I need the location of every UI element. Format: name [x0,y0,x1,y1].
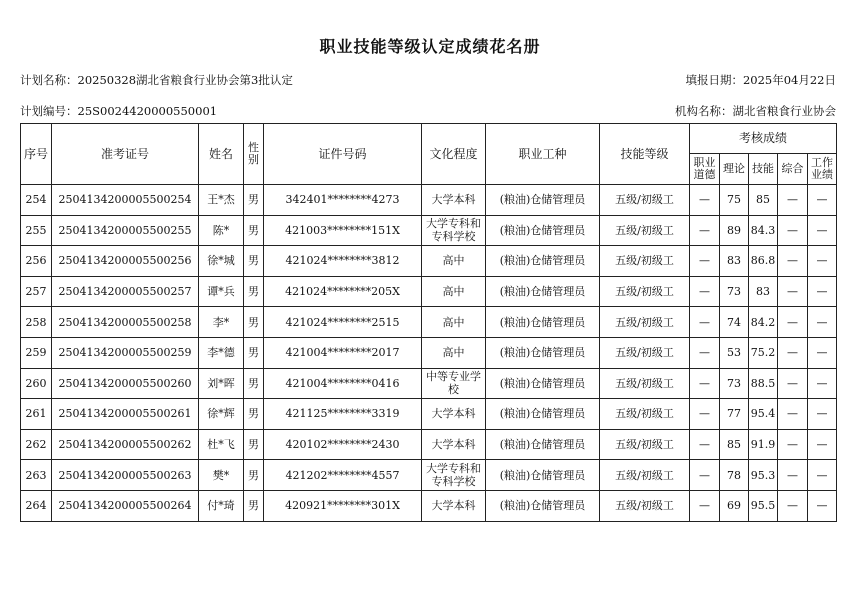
cell-name: 李*德 [199,337,244,368]
cell-job: (粮油)仓储管理员 [486,490,600,521]
header-exam-no: 准考证号 [52,124,199,185]
cell-name: 徐*城 [199,246,244,277]
cell-work: — [808,185,837,216]
header-skill: 技能 [749,154,778,185]
cell-comprehensive: — [778,185,808,216]
cell-gender: 男 [244,460,264,491]
cell-seq: 255 [21,215,52,246]
cell-seq: 258 [21,307,52,338]
cell-id-no: 420921********301X [264,490,422,521]
cell-job: (粮油)仓储管理员 [486,337,600,368]
header-name: 姓名 [199,124,244,185]
cell-work: — [808,368,837,399]
header-education: 文化程度 [422,124,486,185]
cell-level: 五级/初级工 [600,337,690,368]
plan-name-label: 计划名称： [20,73,78,87]
cell-skill: 95.5 [749,490,778,521]
cell-work: — [808,337,837,368]
cell-ethics: — [690,215,720,246]
cell-exam-no: 2504134200005500258 [52,307,199,338]
cell-name: 杜*飞 [199,429,244,460]
cell-theory: 73 [720,276,749,307]
cell-theory: 53 [720,337,749,368]
plan-name [20,72,293,88]
cell-seq: 254 [21,185,52,216]
cell-gender: 男 [244,276,264,307]
cell-level: 五级/初级工 [600,490,690,521]
cell-job: (粮油)仓储管理员 [486,399,600,430]
cell-theory: 73 [720,368,749,399]
cell-theory: 89 [720,215,749,246]
cell-theory: 77 [720,399,749,430]
cell-education: 大学本科 [422,429,486,460]
table-row [21,276,837,307]
cell-work: — [808,460,837,491]
header-work: 工作业绩 [808,154,837,185]
cell-education: 高中 [422,246,486,277]
cell-exam-no: 2504134200005500259 [52,337,199,368]
organization-value: 湖北省粮食行业协会 [732,104,836,118]
roster-table [20,123,837,522]
cell-id-no: 420102********2430 [264,429,422,460]
cell-ethics: — [690,307,720,338]
cell-gender: 男 [244,215,264,246]
cell-comprehensive: — [778,460,808,491]
plan-number [20,103,217,119]
cell-skill: 86.8 [749,246,778,277]
fill-date-value: 2025年04月22日 [742,73,836,87]
cell-seq: 257 [21,276,52,307]
cell-gender: 男 [244,368,264,399]
header-scores: 考核成绩 [690,124,837,154]
cell-name: 徐*辉 [199,399,244,430]
cell-name: 刘*晖 [199,368,244,399]
cell-work: — [808,429,837,460]
cell-skill: 84.2 [749,307,778,338]
cell-seq: 261 [21,399,52,430]
header-gender: 性别 [244,124,264,185]
cell-comprehensive: — [778,246,808,277]
cell-exam-no: 2504134200005500256 [52,246,199,277]
cell-ethics: — [690,429,720,460]
table-row [21,246,837,277]
cell-seq: 259 [21,337,52,368]
cell-name: 樊* [199,460,244,491]
header-ethics: 职业道德 [690,154,720,185]
cell-work: — [808,399,837,430]
cell-id-no: 421125********3319 [264,399,422,430]
fill-date-label: 填报日期： [685,73,743,87]
cell-comprehensive: — [778,368,808,399]
cell-id-no: 421004********0416 [264,368,422,399]
cell-skill: 75.2 [749,337,778,368]
header-theory: 理论 [720,154,749,185]
cell-id-no: 421003********151X [264,215,422,246]
cell-gender: 男 [244,246,264,277]
cell-ethics: — [690,337,720,368]
table-row [21,337,837,368]
cell-comprehensive: — [778,490,808,521]
cell-education: 大学专科和专科学校 [422,460,486,491]
cell-gender: 男 [244,307,264,338]
cell-ethics: — [690,185,720,216]
cell-exam-no: 2504134200005500254 [52,185,199,216]
plan-number-label: 计划编号： [20,104,78,118]
header-id-no: 证件号码 [264,124,422,185]
cell-education: 高中 [422,337,486,368]
cell-work: — [808,246,837,277]
cell-exam-no: 2504134200005500260 [52,368,199,399]
cell-education: 大学本科 [422,490,486,521]
table-row [21,185,837,216]
cell-seq: 260 [21,368,52,399]
fill-date [685,72,836,88]
table-row [21,490,837,521]
cell-skill: 95.4 [749,399,778,430]
cell-ethics: — [690,246,720,277]
cell-name: 谭*兵 [199,276,244,307]
cell-level: 五级/初级工 [600,399,690,430]
cell-work: — [808,490,837,521]
cell-education: 高中 [422,307,486,338]
plan-name-value: 20250328湖北省粮食行业协会第3批认定 [77,73,293,87]
cell-education: 大学本科 [422,399,486,430]
cell-work: — [808,215,837,246]
cell-exam-no: 2504134200005500264 [52,490,199,521]
header-row [21,124,837,154]
table-row [21,307,837,338]
cell-gender: 男 [244,490,264,521]
cell-job: (粮油)仓储管理员 [486,429,600,460]
cell-job: (粮油)仓储管理员 [486,215,600,246]
table-row [21,368,837,399]
cell-skill: 91.9 [749,429,778,460]
cell-education: 高中 [422,276,486,307]
header-seq: 序号 [21,124,52,185]
cell-skill: 95.3 [749,460,778,491]
cell-seq: 256 [21,246,52,277]
cell-education: 大学本科 [422,185,486,216]
cell-gender: 男 [244,185,264,216]
cell-seq: 262 [21,429,52,460]
cell-theory: 69 [720,490,749,521]
cell-level: 五级/初级工 [600,460,690,491]
cell-comprehensive: — [778,276,808,307]
organization-label: 机构名称： [675,104,733,118]
cell-education: 大学专科和专科学校 [422,215,486,246]
cell-job: (粮油)仓储管理员 [486,307,600,338]
cell-comprehensive: — [778,215,808,246]
cell-exam-no: 2504134200005500257 [52,276,199,307]
cell-comprehensive: — [778,337,808,368]
cell-job: (粮油)仓储管理员 [486,368,600,399]
header-level: 技能等级 [600,124,690,185]
cell-id-no: 421024********2515 [264,307,422,338]
cell-work: — [808,307,837,338]
header-job: 职业工种 [486,124,600,185]
cell-gender: 男 [244,337,264,368]
header-comprehensive: 综合 [778,154,808,185]
cell-education: 中等专业学校 [422,368,486,399]
cell-skill: 85 [749,185,778,216]
cell-theory: 85 [720,429,749,460]
cell-theory: 75 [720,185,749,216]
cell-job: (粮油)仓储管理员 [486,246,600,277]
cell-name: 李* [199,307,244,338]
table-row [21,215,837,246]
table-row [21,460,837,491]
cell-id-no: 421024********3812 [264,246,422,277]
cell-ethics: — [690,460,720,491]
cell-exam-no: 2504134200005500255 [52,215,199,246]
cell-theory: 83 [720,246,749,277]
cell-name: 陈* [199,215,244,246]
cell-level: 五级/初级工 [600,246,690,277]
cell-skill: 84.3 [749,215,778,246]
cell-exam-no: 2504134200005500262 [52,429,199,460]
cell-skill: 88.5 [749,368,778,399]
cell-level: 五级/初级工 [600,368,690,399]
table-row [21,399,837,430]
cell-id-no: 342401********4273 [264,185,422,216]
table-row [21,429,837,460]
cell-exam-no: 2504134200005500263 [52,460,199,491]
cell-theory: 74 [720,307,749,338]
cell-comprehensive: — [778,429,808,460]
cell-id-no: 421202********4557 [264,460,422,491]
document-title: 职业技能等级认定成绩花名册 [319,37,541,56]
cell-theory: 78 [720,460,749,491]
cell-level: 五级/初级工 [600,307,690,338]
cell-job: (粮油)仓储管理员 [486,276,600,307]
organization [675,103,836,119]
cell-id-no: 421004********2017 [264,337,422,368]
cell-level: 五级/初级工 [600,185,690,216]
cell-work: — [808,276,837,307]
cell-seq: 264 [21,490,52,521]
cell-name: 王*杰 [199,185,244,216]
cell-ethics: — [690,368,720,399]
cell-gender: 男 [244,429,264,460]
cell-skill: 83 [749,276,778,307]
cell-ethics: — [690,399,720,430]
cell-gender: 男 [244,399,264,430]
cell-exam-no: 2504134200005500261 [52,399,199,430]
cell-id-no: 421024********205X [264,276,422,307]
cell-job: (粮油)仓储管理员 [486,185,600,216]
cell-ethics: — [690,276,720,307]
cell-job: (粮油)仓储管理员 [486,460,600,491]
plan-number-value: 25S0024420000550001 [77,104,218,118]
cell-level: 五级/初级工 [600,429,690,460]
cell-comprehensive: — [778,307,808,338]
cell-name: 付*琦 [199,490,244,521]
cell-ethics: — [690,490,720,521]
cell-level: 五级/初级工 [600,215,690,246]
cell-seq: 263 [21,460,52,491]
cell-comprehensive: — [778,399,808,430]
cell-level: 五级/初级工 [600,276,690,307]
